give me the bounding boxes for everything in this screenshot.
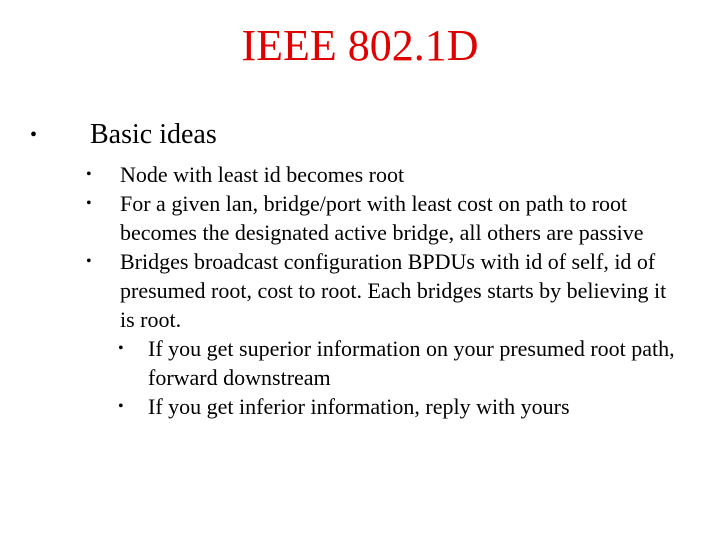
- sub-bullet-bpdu-broadcast: [86, 247, 686, 421]
- bullet-dot-icon: •: [118, 398, 124, 415]
- bullet-dot-icon: •: [118, 340, 124, 357]
- sub-bullet-root-election: [86, 160, 686, 189]
- bullet-level1-text: Basic ideas: [90, 119, 217, 150]
- slide-title: IEEE 802.1D: [241, 21, 479, 70]
- sub-sub-bullet-text: If you get inferior information, reply with yours: [148, 394, 570, 419]
- sub-sub-bullet-list: [118, 334, 686, 421]
- sub-bullet-list: [86, 160, 686, 421]
- sub-sub-bullet-text: If you get superior information on your presumed root path, forward downstream: [148, 336, 675, 390]
- sub-sub-bullet-inferior-info: [118, 392, 686, 421]
- sub-bullet-designated-bridge: [86, 189, 686, 247]
- bullet-dot-icon: •: [30, 124, 38, 146]
- bullet-dot-icon: •: [86, 253, 92, 270]
- sub-bullet-text: Bridges broadcast configuration BPDUs with id of self, id of presumed root, cost to root. Each bridges starts by believing it is root.: [120, 249, 667, 332]
- bullet-dot-icon: •: [86, 195, 92, 212]
- bullet-dot-icon: •: [86, 166, 92, 183]
- sub-bullet-text: For a given lan, bridge/port with least cost on path to root becomes the designated active bridge, all others are passive: [120, 191, 644, 245]
- sub-sub-bullet-superior-info: [118, 334, 686, 392]
- sub-bullet-text: Node with least id becomes root: [120, 162, 405, 187]
